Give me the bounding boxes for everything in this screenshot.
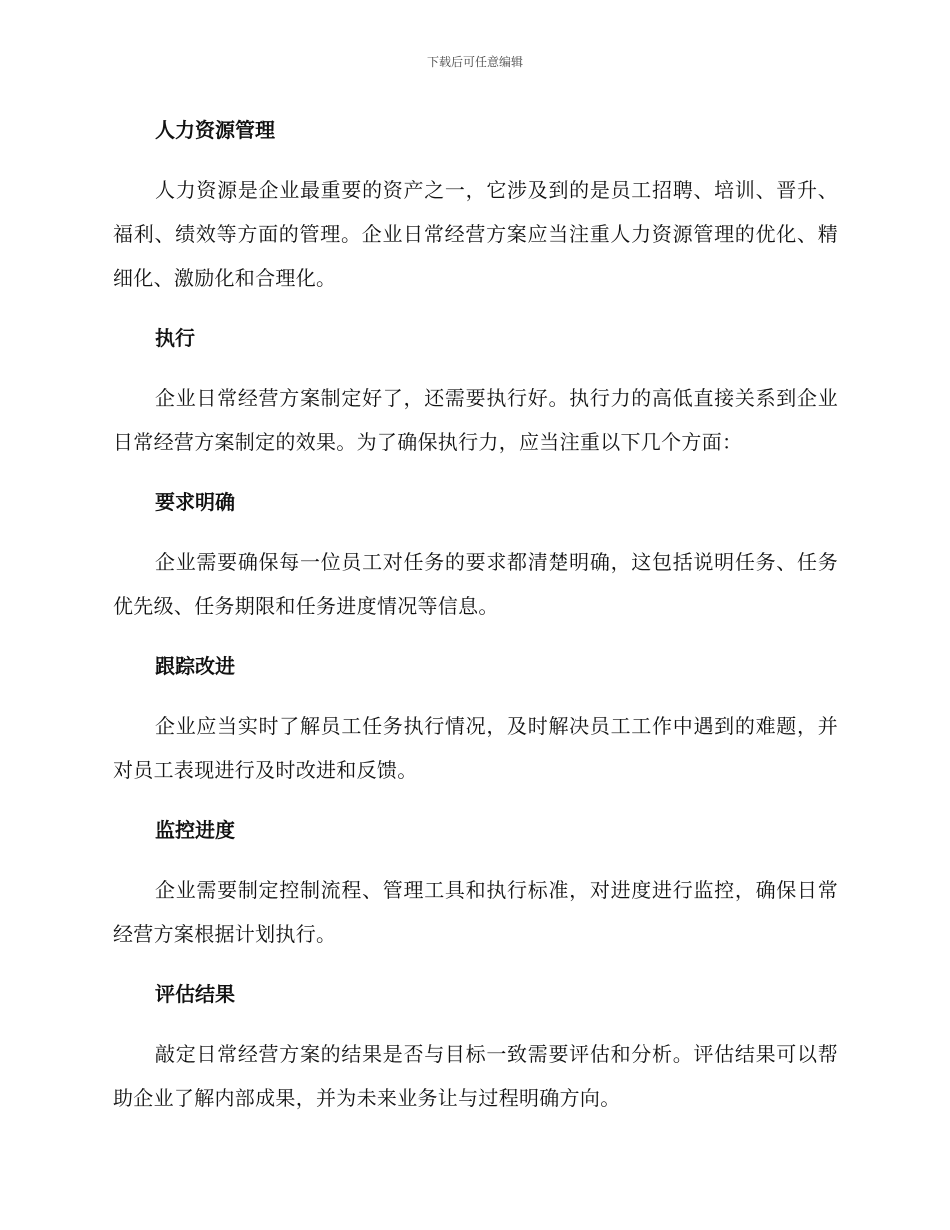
section-body-hr-management: 人力资源是企业最重要的资产之一，它涉及到的是员工招聘、培训、晋升、福利、绩效等方面的管理。企业日常经营方案应当注重人力资源管理的优化、精细化、激励化和合理化。 <box>113 178 838 290</box>
section-body-execution: 企业日常经营方案制定好了，还需要执行好。执行力的高低直接关系到企业日常经营方案制定的效果。为了确保执行力，应当注重以下几个方面： <box>113 386 838 454</box>
section-heading-tracking-improvement: 跟踪改进 <box>155 654 235 678</box>
section-body-clear-requirements: 企业需要确保每一位员工对任务的要求都清楚明确，这包括说明任务、任务优先级、任务期限和任务进度情况等信息。 <box>113 550 838 618</box>
section-body-progress-monitoring: 企业需要制定控制流程、管理工具和执行标准，对进度进行监控，确保日常经营方案根据计划执行。 <box>113 878 838 946</box>
document-body <box>113 108 838 1136</box>
section-heading-result-evaluation: 评估结果 <box>155 982 235 1006</box>
section-body-tracking-improvement: 企业应当实时了解员工任务执行情况，及时解决员工工作中遇到的难题，并对员工表现进行及时改进和反馈。 <box>113 714 838 782</box>
section-heading-execution: 执行 <box>155 326 195 350</box>
section-body-result-evaluation: 敲定日常经营方案的结果是否与目标一致需要评估和分析。评估结果可以帮助企业了解内部成果，并为未来业务让与过程明确方向。 <box>113 1042 838 1110</box>
section-heading-progress-monitoring: 监控进度 <box>155 818 235 842</box>
section-heading-hr-management: 人力资源管理 <box>155 118 275 142</box>
section-heading-clear-requirements: 要求明确 <box>155 490 235 514</box>
page-header: 下载后可任意编辑 <box>426 55 523 69</box>
